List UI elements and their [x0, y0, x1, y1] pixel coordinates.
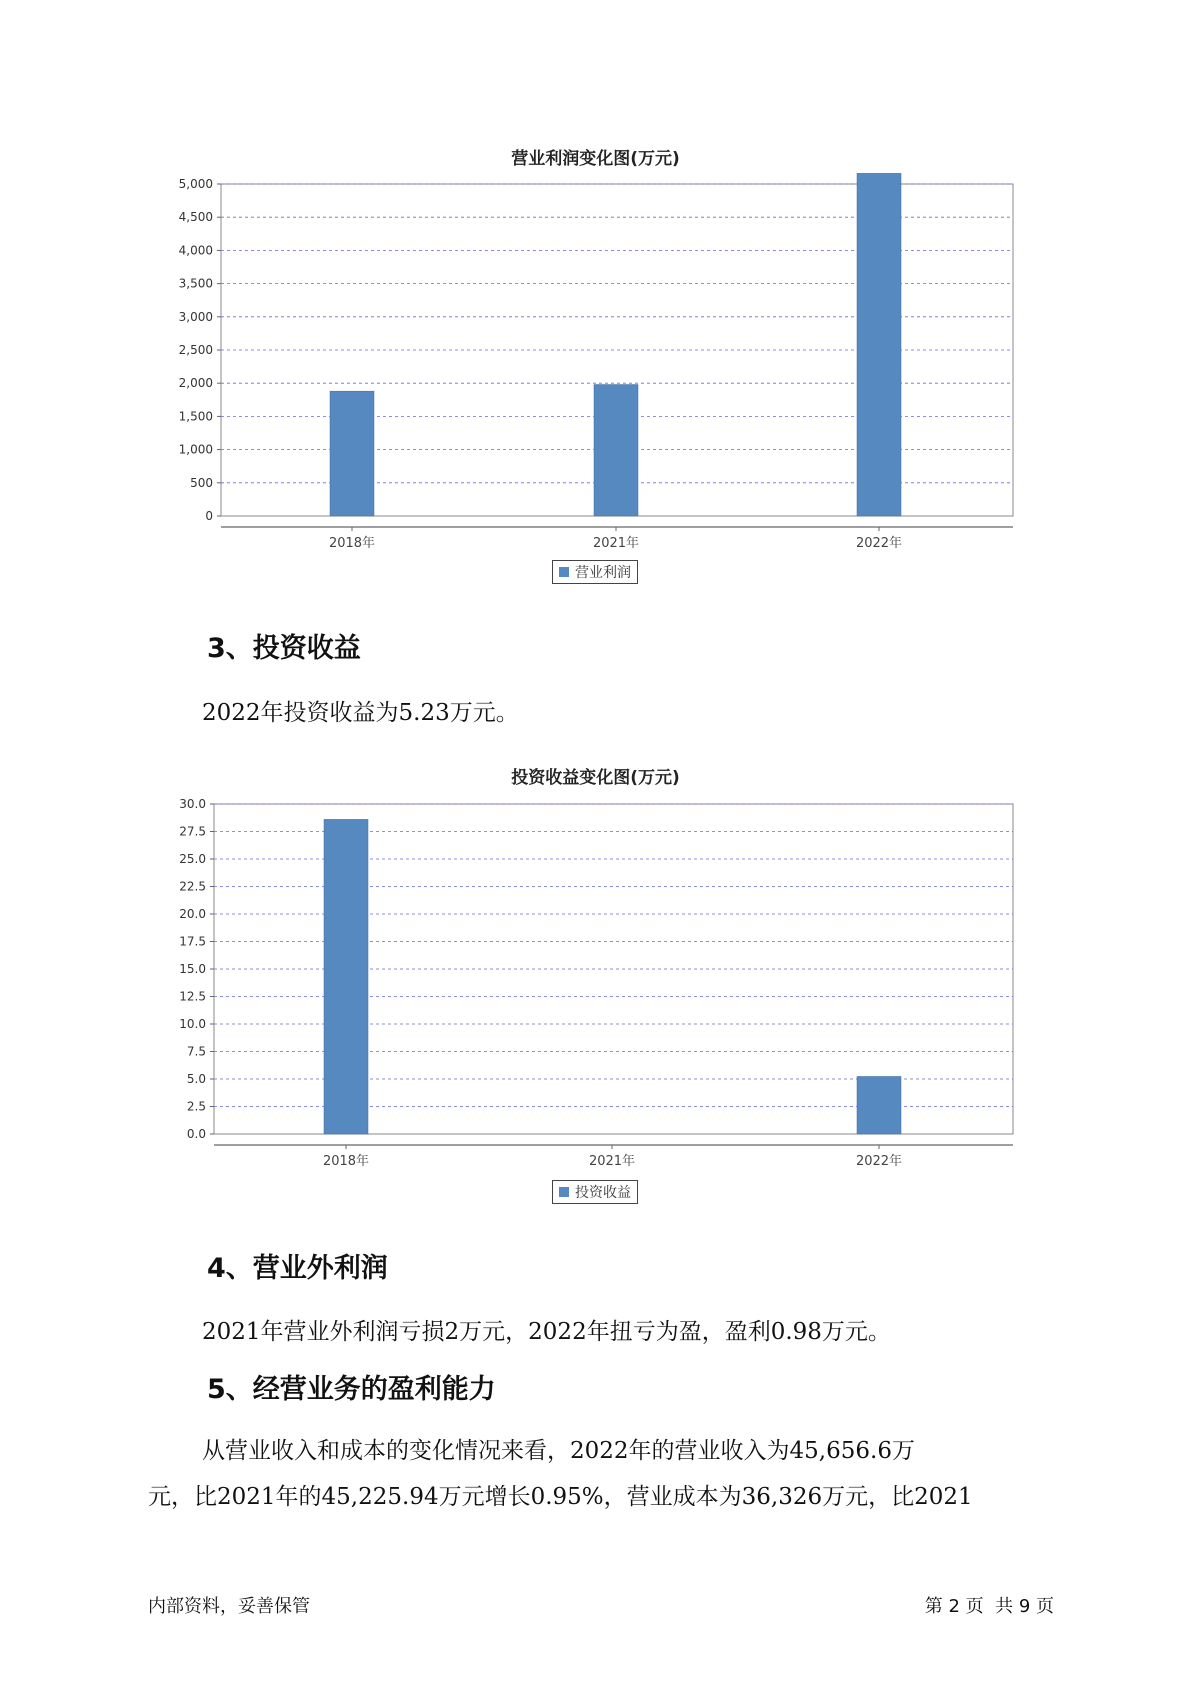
y-tick-label: 1,000 [178, 442, 213, 457]
y-tick-label: 5,000 [178, 177, 213, 191]
section-4-heading: 4、营业外利润 [207, 1253, 388, 1284]
bar [857, 1076, 901, 1134]
y-tick-label: 10.0 [179, 1017, 206, 1031]
section-3-text: 2022年投资收益为5.23万元。 [202, 700, 519, 726]
y-tick-label: 0.0 [186, 1127, 206, 1141]
y-tick-label: 30.0 [179, 797, 206, 811]
x-tick-label: 2022年 [855, 1154, 903, 1169]
legend-label: 投资收益 [575, 1185, 631, 1201]
y-tick-label: 15.0 [179, 962, 206, 976]
y-tick-label: 3,000 [178, 309, 213, 324]
y-tick-label: 25.0 [179, 852, 206, 866]
chart-title: 营业利润变化图(万元) [511, 149, 680, 169]
x-tick-label: 2018年 [328, 536, 376, 551]
legend-swatch [559, 1187, 569, 1197]
y-tick-label: 4,500 [178, 210, 213, 225]
y-tick-label: 7.5 [186, 1044, 206, 1059]
y-tick-label: 2.5 [186, 1099, 206, 1114]
y-tick-label: 12.5 [179, 989, 206, 1004]
section-5-line-1: 从营业收入和成本的变化情况来看，2022年的营业收入为45,656.6万 [202, 1438, 915, 1464]
legend-label: 营业利润 [575, 565, 631, 581]
bar [324, 819, 368, 1134]
y-tick-label: 1,500 [178, 409, 213, 424]
y-tick-label: 2,000 [178, 376, 213, 391]
footer-confidential: 内部资料，妥善保管 [148, 1596, 310, 1617]
y-tick-label: 4,000 [178, 243, 213, 258]
y-tick-label: 500 [190, 475, 213, 490]
chart-title: 投资收益变化图(万元) [511, 768, 680, 788]
section-4-text: 2021年营业外利润亏损2万元，2022年扭亏为盈，盈利0.98万元。 [202, 1319, 891, 1345]
section-5-heading: 5、经营业务的盈利能力 [207, 1374, 496, 1405]
footer-page-number: 第 2 页 共 9 页 [924, 1596, 1054, 1617]
y-tick-label: 2,500 [178, 343, 213, 357]
x-tick-label: 2021年 [592, 536, 640, 551]
y-tick-label: 22.5 [179, 879, 206, 894]
x-tick-label: 2022年 [855, 536, 903, 551]
y-tick-label: 0 [205, 509, 213, 523]
x-tick-label: 2021年 [588, 1154, 636, 1169]
section-3-heading: 3、投资收益 [207, 633, 361, 664]
y-tick-label: 5.0 [186, 1072, 206, 1086]
y-tick-label: 20.0 [179, 907, 206, 921]
x-tick-label: 2018年 [322, 1154, 370, 1169]
y-tick-label: 3,500 [178, 276, 213, 291]
chart-legend [552, 1180, 638, 1204]
y-tick-label: 27.5 [179, 824, 206, 839]
y-tick-label: 17.5 [179, 934, 206, 949]
section-5-line-2: 元，比2021年的45,225.94万元增长0.95%，营业成本为36,326万元，比2021 [148, 1484, 973, 1510]
